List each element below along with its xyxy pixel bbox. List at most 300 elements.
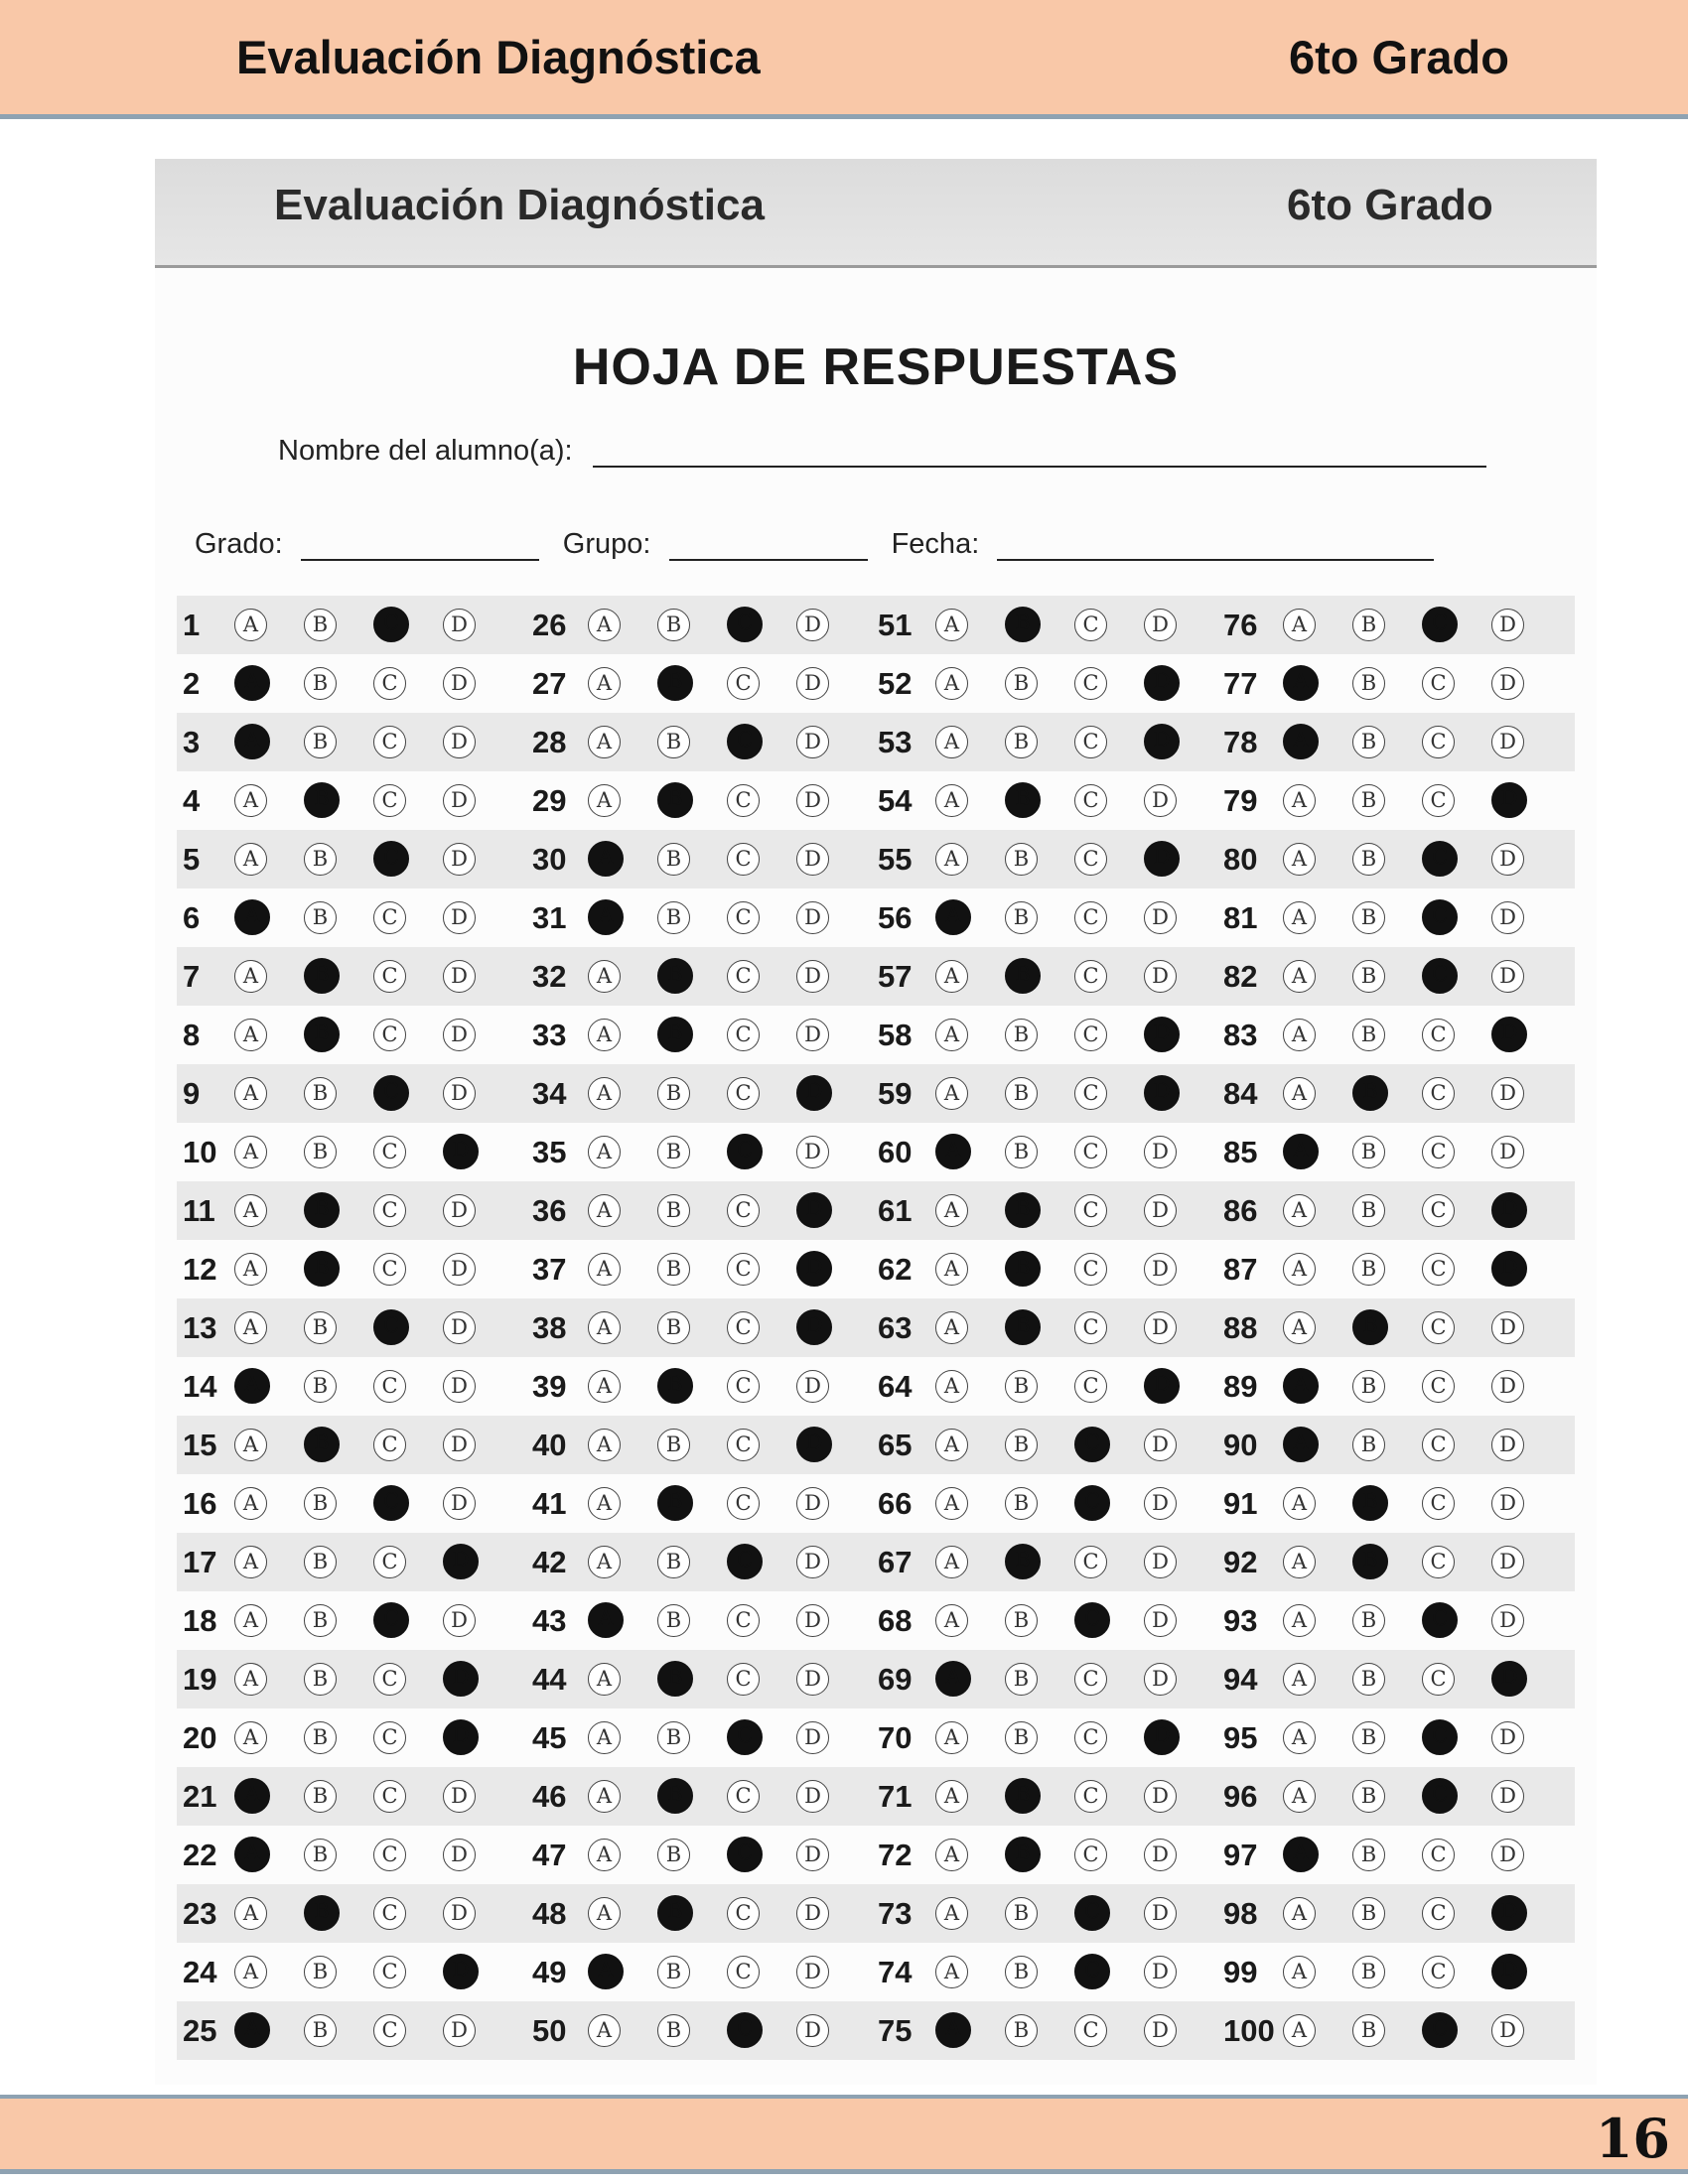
option-bubble-c[interactable]: C xyxy=(727,784,760,817)
option-bubble-c[interactable]: C xyxy=(727,1897,760,1930)
option-bubble-c[interactable]: C xyxy=(1074,960,1107,993)
option-bubble-a[interactable]: A xyxy=(588,2014,621,2047)
filled-bubble-a[interactable]: A xyxy=(935,1661,971,1697)
option-bubble-d[interactable]: D xyxy=(1491,1604,1524,1637)
filled-bubble-c[interactable]: C xyxy=(373,1485,409,1521)
option-bubble-c[interactable]: C xyxy=(727,1780,760,1813)
option-bubble-c[interactable]: C xyxy=(1422,1194,1455,1227)
option-bubble-c[interactable]: C xyxy=(727,1194,760,1227)
filled-bubble-b[interactable]: B xyxy=(1352,1309,1388,1345)
filled-bubble-b[interactable]: B xyxy=(304,1192,340,1228)
option-bubble-b[interactable]: B xyxy=(304,667,337,700)
option-bubble-d[interactable]: D xyxy=(1144,960,1177,993)
option-bubble-a[interactable]: A xyxy=(1283,1780,1316,1813)
option-bubble-c[interactable]: C xyxy=(373,1721,406,1754)
option-bubble-d[interactable]: D xyxy=(443,667,476,700)
option-bubble-b[interactable]: B xyxy=(657,843,690,876)
option-bubble-b[interactable]: B xyxy=(304,1839,337,1871)
option-bubble-b[interactable]: B xyxy=(1005,667,1038,700)
option-bubble-c[interactable]: C xyxy=(1422,1546,1455,1578)
filled-bubble-d[interactable]: D xyxy=(1144,724,1180,759)
filled-bubble-d[interactable]: D xyxy=(796,1427,832,1462)
option-bubble-d[interactable]: D xyxy=(1491,1721,1524,1754)
option-bubble-a[interactable]: A xyxy=(935,1780,968,1813)
option-bubble-c[interactable]: C xyxy=(373,1019,406,1051)
option-bubble-d[interactable]: D xyxy=(1144,1487,1177,1520)
option-bubble-d[interactable]: D xyxy=(1491,1370,1524,1403)
option-bubble-a[interactable]: A xyxy=(234,843,267,876)
filled-bubble-a[interactable]: A xyxy=(234,1368,270,1404)
filled-bubble-c[interactable]: C xyxy=(727,1837,763,1872)
filled-bubble-b[interactable]: B xyxy=(1005,607,1041,642)
option-bubble-a[interactable]: A xyxy=(588,1487,621,1520)
option-bubble-d[interactable]: D xyxy=(1144,1253,1177,1286)
option-bubble-c[interactable]: C xyxy=(1074,1311,1107,1344)
filled-bubble-d[interactable]: D xyxy=(1491,1017,1527,1052)
option-bubble-b[interactable]: B xyxy=(657,2014,690,2047)
option-bubble-d[interactable]: D xyxy=(1144,1136,1177,1168)
option-bubble-a[interactable]: A xyxy=(935,1370,968,1403)
filled-bubble-a[interactable]: A xyxy=(588,1954,624,1989)
option-bubble-c[interactable]: C xyxy=(727,1311,760,1344)
option-bubble-d[interactable]: D xyxy=(443,1839,476,1871)
filled-bubble-b[interactable]: B xyxy=(1005,958,1041,994)
option-bubble-d[interactable]: D xyxy=(1144,1311,1177,1344)
option-bubble-b[interactable]: B xyxy=(1352,1721,1385,1754)
option-bubble-b[interactable]: B xyxy=(1005,901,1038,934)
filled-bubble-a[interactable]: A xyxy=(234,724,270,759)
option-bubble-b[interactable]: B xyxy=(1352,1956,1385,1988)
option-bubble-d[interactable]: D xyxy=(796,1721,829,1754)
option-bubble-c[interactable]: C xyxy=(1074,1253,1107,1286)
option-bubble-b[interactable]: B xyxy=(1005,1019,1038,1051)
filled-bubble-b[interactable]: B xyxy=(1352,1075,1388,1111)
option-bubble-d[interactable]: D xyxy=(1144,784,1177,817)
option-bubble-c[interactable]: C xyxy=(373,784,406,817)
option-bubble-a[interactable]: A xyxy=(1283,1897,1316,1930)
option-bubble-a[interactable]: A xyxy=(588,726,621,758)
filled-bubble-a[interactable]: A xyxy=(234,1837,270,1872)
option-bubble-d[interactable]: D xyxy=(796,1780,829,1813)
option-bubble-c[interactable]: C xyxy=(1074,1077,1107,1110)
filled-bubble-d[interactable]: D xyxy=(1144,841,1180,877)
option-bubble-c[interactable]: C xyxy=(373,1956,406,1988)
filled-bubble-c[interactable]: C xyxy=(1422,1602,1458,1638)
option-bubble-b[interactable]: B xyxy=(1005,1136,1038,1168)
option-bubble-b[interactable]: B xyxy=(1352,1370,1385,1403)
option-bubble-d[interactable]: D xyxy=(1491,1546,1524,1578)
option-bubble-a[interactable]: A xyxy=(234,1311,267,1344)
filled-bubble-d[interactable]: D xyxy=(796,1309,832,1345)
option-bubble-d[interactable]: D xyxy=(796,2014,829,2047)
option-bubble-a[interactable]: A xyxy=(588,1370,621,1403)
filled-bubble-a[interactable]: A xyxy=(588,899,624,935)
option-bubble-d[interactable]: D xyxy=(443,609,476,641)
filled-bubble-d[interactable]: D xyxy=(1491,1251,1527,1287)
option-bubble-a[interactable]: A xyxy=(935,1897,968,1930)
option-bubble-c[interactable]: C xyxy=(1074,726,1107,758)
option-bubble-d[interactable]: D xyxy=(1491,1429,1524,1461)
option-bubble-d[interactable]: D xyxy=(1491,667,1524,700)
option-bubble-a[interactable]: A xyxy=(1283,2014,1316,2047)
option-bubble-a[interactable]: A xyxy=(1283,1546,1316,1578)
option-bubble-b[interactable]: B xyxy=(1352,1604,1385,1637)
filled-bubble-c[interactable]: C xyxy=(1422,1778,1458,1814)
filled-bubble-d[interactable]: D xyxy=(1144,1075,1180,1111)
filled-bubble-a[interactable]: A xyxy=(234,2012,270,2048)
option-bubble-d[interactable]: D xyxy=(796,609,829,641)
option-bubble-b[interactable]: B xyxy=(304,1487,337,1520)
option-bubble-a[interactable]: A xyxy=(935,960,968,993)
option-bubble-d[interactable]: D xyxy=(796,1663,829,1696)
option-bubble-d[interactable]: D xyxy=(443,901,476,934)
option-bubble-b[interactable]: B xyxy=(304,1136,337,1168)
option-bubble-b[interactable]: B xyxy=(657,1604,690,1637)
option-bubble-b[interactable]: B xyxy=(304,1604,337,1637)
option-bubble-b[interactable]: B xyxy=(657,1546,690,1578)
filled-bubble-c[interactable]: C xyxy=(727,2012,763,2048)
option-bubble-d[interactable]: D xyxy=(1144,1780,1177,1813)
option-bubble-d[interactable]: D xyxy=(796,726,829,758)
option-bubble-c[interactable]: C xyxy=(1422,1311,1455,1344)
option-bubble-a[interactable]: A xyxy=(234,1604,267,1637)
option-bubble-d[interactable]: D xyxy=(1144,2014,1177,2047)
filled-bubble-c[interactable]: C xyxy=(1422,899,1458,935)
option-bubble-c[interactable]: C xyxy=(373,1194,406,1227)
option-bubble-d[interactable]: D xyxy=(1144,1194,1177,1227)
option-bubble-c[interactable]: C xyxy=(1074,2014,1107,2047)
option-bubble-b[interactable]: B xyxy=(1352,2014,1385,2047)
option-bubble-a[interactable]: A xyxy=(588,1897,621,1930)
option-bubble-d[interactable]: D xyxy=(1491,901,1524,934)
option-bubble-a[interactable]: A xyxy=(935,843,968,876)
filled-bubble-b[interactable]: B xyxy=(657,1778,693,1814)
filled-bubble-b[interactable]: B xyxy=(1352,1485,1388,1521)
option-bubble-c[interactable]: C xyxy=(1074,784,1107,817)
filled-bubble-c[interactable]: C xyxy=(373,1602,409,1638)
option-bubble-b[interactable]: B xyxy=(1005,1721,1038,1754)
option-bubble-a[interactable]: A xyxy=(588,1663,621,1696)
option-bubble-b[interactable]: B xyxy=(304,1956,337,1988)
option-bubble-d[interactable]: D xyxy=(1491,1487,1524,1520)
option-bubble-b[interactable]: B xyxy=(1005,726,1038,758)
option-bubble-c[interactable]: C xyxy=(1422,1897,1455,1930)
option-bubble-b[interactable]: B xyxy=(1005,843,1038,876)
option-bubble-a[interactable]: A xyxy=(935,1429,968,1461)
option-bubble-c[interactable]: C xyxy=(1074,901,1107,934)
option-bubble-c[interactable]: C xyxy=(1422,1487,1455,1520)
option-bubble-b[interactable]: B xyxy=(657,1429,690,1461)
option-bubble-c[interactable]: C xyxy=(1074,1194,1107,1227)
option-bubble-b[interactable]: B xyxy=(1352,1194,1385,1227)
option-bubble-d[interactable]: D xyxy=(1491,1780,1524,1813)
option-bubble-a[interactable]: A xyxy=(1283,901,1316,934)
option-bubble-c[interactable]: C xyxy=(727,843,760,876)
option-bubble-b[interactable]: B xyxy=(304,1546,337,1578)
option-bubble-d[interactable]: D xyxy=(443,1019,476,1051)
option-bubble-c[interactable]: C xyxy=(1422,726,1455,758)
option-bubble-b[interactable]: B xyxy=(304,843,337,876)
option-bubble-a[interactable]: A xyxy=(234,1077,267,1110)
option-bubble-a[interactable]: A xyxy=(234,1663,267,1696)
option-bubble-b[interactable]: B xyxy=(657,1956,690,1988)
filled-bubble-c[interactable]: C xyxy=(373,1075,409,1111)
option-bubble-b[interactable]: B xyxy=(304,1311,337,1344)
filled-bubble-a[interactable]: A xyxy=(1283,665,1319,701)
option-bubble-a[interactable]: A xyxy=(1283,1311,1316,1344)
option-bubble-a[interactable]: A xyxy=(588,1019,621,1051)
option-bubble-d[interactable]: D xyxy=(443,1487,476,1520)
filled-bubble-a[interactable]: A xyxy=(1283,1368,1319,1404)
option-bubble-a[interactable]: A xyxy=(1283,609,1316,641)
filled-bubble-c[interactable]: C xyxy=(373,841,409,877)
option-bubble-c[interactable]: C xyxy=(373,1897,406,1930)
filled-bubble-b[interactable]: B xyxy=(1005,1778,1041,1814)
option-bubble-a[interactable]: A xyxy=(1283,843,1316,876)
option-bubble-d[interactable]: D xyxy=(1491,2014,1524,2047)
option-bubble-d[interactable]: D xyxy=(796,1546,829,1578)
option-bubble-a[interactable]: A xyxy=(234,1253,267,1286)
option-bubble-a[interactable]: A xyxy=(1283,1194,1316,1227)
option-bubble-d[interactable]: D xyxy=(443,960,476,993)
option-bubble-a[interactable]: A xyxy=(1283,1604,1316,1637)
option-bubble-a[interactable]: A xyxy=(234,1194,267,1227)
option-bubble-a[interactable]: A xyxy=(234,1897,267,1930)
option-bubble-d[interactable]: D xyxy=(1144,609,1177,641)
option-bubble-b[interactable]: B xyxy=(1005,1370,1038,1403)
option-bubble-b[interactable]: B xyxy=(1352,1253,1385,1286)
option-bubble-b[interactable]: B xyxy=(304,1721,337,1754)
filled-bubble-a[interactable]: A xyxy=(234,1778,270,1814)
filled-bubble-b[interactable]: B xyxy=(1005,1309,1041,1345)
option-bubble-d[interactable]: D xyxy=(1144,901,1177,934)
option-bubble-d[interactable]: D xyxy=(443,1370,476,1403)
filled-bubble-a[interactable]: A xyxy=(1283,1134,1319,1169)
option-bubble-a[interactable]: A xyxy=(935,1487,968,1520)
option-bubble-b[interactable]: B xyxy=(657,1077,690,1110)
option-bubble-c[interactable]: C xyxy=(373,1429,406,1461)
option-bubble-a[interactable]: A xyxy=(1283,1721,1316,1754)
option-bubble-b[interactable]: B xyxy=(657,1839,690,1871)
filled-bubble-c[interactable]: C xyxy=(1074,1954,1110,1989)
option-bubble-a[interactable]: A xyxy=(588,1546,621,1578)
filled-bubble-c[interactable]: C xyxy=(1074,1485,1110,1521)
option-bubble-b[interactable]: B xyxy=(657,1253,690,1286)
option-bubble-d[interactable]: D xyxy=(1491,1136,1524,1168)
option-bubble-a[interactable]: A xyxy=(234,609,267,641)
option-bubble-a[interactable]: A xyxy=(234,1429,267,1461)
option-bubble-a[interactable]: A xyxy=(1283,960,1316,993)
option-bubble-a[interactable]: A xyxy=(588,784,621,817)
option-bubble-a[interactable]: A xyxy=(588,1429,621,1461)
option-bubble-d[interactable]: D xyxy=(1144,1839,1177,1871)
option-bubble-d[interactable]: D xyxy=(443,1253,476,1286)
option-bubble-d[interactable]: D xyxy=(1491,1839,1524,1871)
option-bubble-a[interactable]: A xyxy=(234,1136,267,1168)
option-bubble-a[interactable]: A xyxy=(234,1956,267,1988)
option-bubble-d[interactable]: D xyxy=(1144,1546,1177,1578)
filled-bubble-d[interactable]: D xyxy=(796,1075,832,1111)
option-bubble-c[interactable]: C xyxy=(1074,667,1107,700)
option-bubble-a[interactable]: A xyxy=(234,1721,267,1754)
option-bubble-c[interactable]: C xyxy=(1422,1253,1455,1286)
option-bubble-d[interactable]: D xyxy=(1144,1604,1177,1637)
option-bubble-a[interactable]: A xyxy=(234,784,267,817)
option-bubble-b[interactable]: B xyxy=(304,901,337,934)
option-bubble-c[interactable]: C xyxy=(1074,1663,1107,1696)
filled-bubble-b[interactable]: B xyxy=(1005,1837,1041,1872)
option-bubble-a[interactable]: A xyxy=(935,667,968,700)
option-bubble-c[interactable]: C xyxy=(727,1370,760,1403)
option-bubble-d[interactable]: D xyxy=(443,784,476,817)
filled-bubble-b[interactable]: B xyxy=(304,782,340,818)
option-bubble-d[interactable]: D xyxy=(1144,1897,1177,1930)
option-bubble-b[interactable]: B xyxy=(1352,784,1385,817)
option-bubble-a[interactable]: A xyxy=(935,1604,968,1637)
option-bubble-b[interactable]: B xyxy=(304,609,337,641)
option-bubble-d[interactable]: D xyxy=(443,1429,476,1461)
option-bubble-c[interactable]: C xyxy=(1074,1370,1107,1403)
filled-bubble-b[interactable]: B xyxy=(657,1661,693,1697)
option-bubble-b[interactable]: B xyxy=(1352,1839,1385,1871)
option-bubble-c[interactable]: C xyxy=(373,1839,406,1871)
option-bubble-b[interactable]: B xyxy=(1005,1956,1038,1988)
option-bubble-a[interactable]: A xyxy=(1283,1487,1316,1520)
option-bubble-d[interactable]: D xyxy=(796,1019,829,1051)
option-bubble-b[interactable]: B xyxy=(1005,2014,1038,2047)
filled-bubble-d[interactable]: D xyxy=(443,1134,479,1169)
option-bubble-d[interactable]: D xyxy=(1491,1311,1524,1344)
filled-bubble-b[interactable]: B xyxy=(657,1368,693,1404)
filled-bubble-a[interactable]: A xyxy=(234,899,270,935)
option-bubble-d[interactable]: D xyxy=(796,667,829,700)
option-bubble-a[interactable]: A xyxy=(588,1136,621,1168)
filled-bubble-d[interactable]: D xyxy=(443,1661,479,1697)
option-bubble-a[interactable]: A xyxy=(935,1194,968,1227)
option-bubble-a[interactable]: A xyxy=(1283,1019,1316,1051)
option-bubble-d[interactable]: D xyxy=(1491,609,1524,641)
option-bubble-c[interactable]: C xyxy=(727,1663,760,1696)
filled-bubble-b[interactable]: B xyxy=(657,1485,693,1521)
option-bubble-d[interactable]: D xyxy=(796,1956,829,1988)
option-bubble-c[interactable]: C xyxy=(373,1253,406,1286)
option-bubble-c[interactable]: C xyxy=(1074,609,1107,641)
filled-bubble-d[interactable]: D xyxy=(1491,1192,1527,1228)
filled-bubble-c[interactable]: C xyxy=(1074,1895,1110,1931)
option-bubble-a[interactable]: A xyxy=(935,1721,968,1754)
filled-bubble-b[interactable]: B xyxy=(1005,782,1041,818)
option-bubble-b[interactable]: B xyxy=(304,2014,337,2047)
option-bubble-b[interactable]: B xyxy=(657,1136,690,1168)
option-bubble-d[interactable]: D xyxy=(443,843,476,876)
option-bubble-a[interactable]: A xyxy=(935,1253,968,1286)
filled-bubble-d[interactable]: D xyxy=(1144,1017,1180,1052)
option-bubble-a[interactable]: A xyxy=(935,1546,968,1578)
option-bubble-c[interactable]: C xyxy=(373,1370,406,1403)
option-bubble-c[interactable]: C xyxy=(1074,843,1107,876)
option-bubble-b[interactable]: B xyxy=(304,726,337,758)
option-bubble-d[interactable]: D xyxy=(1491,843,1524,876)
option-bubble-c[interactable]: C xyxy=(373,901,406,934)
option-bubble-b[interactable]: B xyxy=(657,726,690,758)
option-bubble-b[interactable]: B xyxy=(657,609,690,641)
filled-bubble-c[interactable]: C xyxy=(1422,1719,1458,1755)
option-bubble-b[interactable]: B xyxy=(1005,1487,1038,1520)
option-bubble-c[interactable]: C xyxy=(1074,1546,1107,1578)
filled-bubble-c[interactable]: C xyxy=(727,1544,763,1579)
filled-bubble-a[interactable]: A xyxy=(1283,724,1319,759)
option-bubble-b[interactable]: B xyxy=(1352,1019,1385,1051)
filled-bubble-b[interactable]: B xyxy=(657,665,693,701)
option-bubble-b[interactable]: B xyxy=(304,1077,337,1110)
filled-bubble-b[interactable]: B xyxy=(657,958,693,994)
option-bubble-d[interactable]: D xyxy=(1491,1077,1524,1110)
filled-bubble-c[interactable]: C xyxy=(727,724,763,759)
option-bubble-b[interactable]: B xyxy=(1352,1663,1385,1696)
option-bubble-c[interactable]: C xyxy=(727,1604,760,1637)
option-bubble-d[interactable]: D xyxy=(443,726,476,758)
option-bubble-a[interactable]: A xyxy=(1283,1077,1316,1110)
option-bubble-a[interactable]: A xyxy=(588,1253,621,1286)
option-bubble-b[interactable]: B xyxy=(1005,1429,1038,1461)
option-bubble-d[interactable]: D xyxy=(796,1839,829,1871)
option-bubble-b[interactable]: B xyxy=(304,1780,337,1813)
option-bubble-b[interactable]: B xyxy=(1352,609,1385,641)
filled-bubble-d[interactable]: D xyxy=(1144,665,1180,701)
option-bubble-d[interactable]: D xyxy=(1144,1663,1177,1696)
option-bubble-a[interactable]: A xyxy=(588,609,621,641)
option-bubble-a[interactable]: A xyxy=(588,1839,621,1871)
option-bubble-c[interactable]: C xyxy=(1422,1019,1455,1051)
option-bubble-b[interactable]: B xyxy=(657,1194,690,1227)
option-bubble-c[interactable]: C xyxy=(1422,1429,1455,1461)
filled-bubble-b[interactable]: B xyxy=(1352,1544,1388,1579)
filled-bubble-a[interactable]: A xyxy=(588,841,624,877)
filled-bubble-b[interactable]: B xyxy=(1005,1544,1041,1579)
option-bubble-a[interactable]: A xyxy=(588,960,621,993)
filled-bubble-b[interactable]: B xyxy=(657,1017,693,1052)
option-bubble-c[interactable]: C xyxy=(1074,1839,1107,1871)
option-bubble-c[interactable]: C xyxy=(1422,784,1455,817)
option-bubble-d[interactable]: D xyxy=(1491,960,1524,993)
option-bubble-b[interactable]: B xyxy=(1352,1429,1385,1461)
option-bubble-c[interactable]: C xyxy=(1422,1136,1455,1168)
filled-bubble-d[interactable]: D xyxy=(1491,782,1527,818)
option-bubble-c[interactable]: C xyxy=(727,901,760,934)
filled-bubble-a[interactable]: A xyxy=(1283,1427,1319,1462)
option-bubble-a[interactable]: A xyxy=(1283,1253,1316,1286)
option-bubble-c[interactable]: C xyxy=(1422,1956,1455,1988)
option-bubble-c[interactable]: C xyxy=(1422,1663,1455,1696)
filled-bubble-a[interactable]: A xyxy=(935,1134,971,1169)
option-bubble-c[interactable]: C xyxy=(1422,1077,1455,1110)
filled-bubble-d[interactable]: D xyxy=(1491,1661,1527,1697)
option-bubble-b[interactable]: B xyxy=(1352,1780,1385,1813)
option-bubble-b[interactable]: B xyxy=(1005,1077,1038,1110)
option-bubble-d[interactable]: D xyxy=(796,1897,829,1930)
option-bubble-a[interactable]: A xyxy=(234,1487,267,1520)
option-bubble-a[interactable]: A xyxy=(588,1780,621,1813)
option-bubble-a[interactable]: A xyxy=(935,1839,968,1871)
option-bubble-a[interactable]: A xyxy=(234,960,267,993)
option-bubble-b[interactable]: B xyxy=(1005,1663,1038,1696)
option-bubble-b[interactable]: B xyxy=(1352,901,1385,934)
option-bubble-c[interactable]: C xyxy=(727,1253,760,1286)
option-bubble-c[interactable]: C xyxy=(373,2014,406,2047)
option-bubble-a[interactable]: A xyxy=(588,1077,621,1110)
option-bubble-c[interactable]: C xyxy=(373,667,406,700)
option-bubble-a[interactable]: A xyxy=(1283,1956,1316,1988)
